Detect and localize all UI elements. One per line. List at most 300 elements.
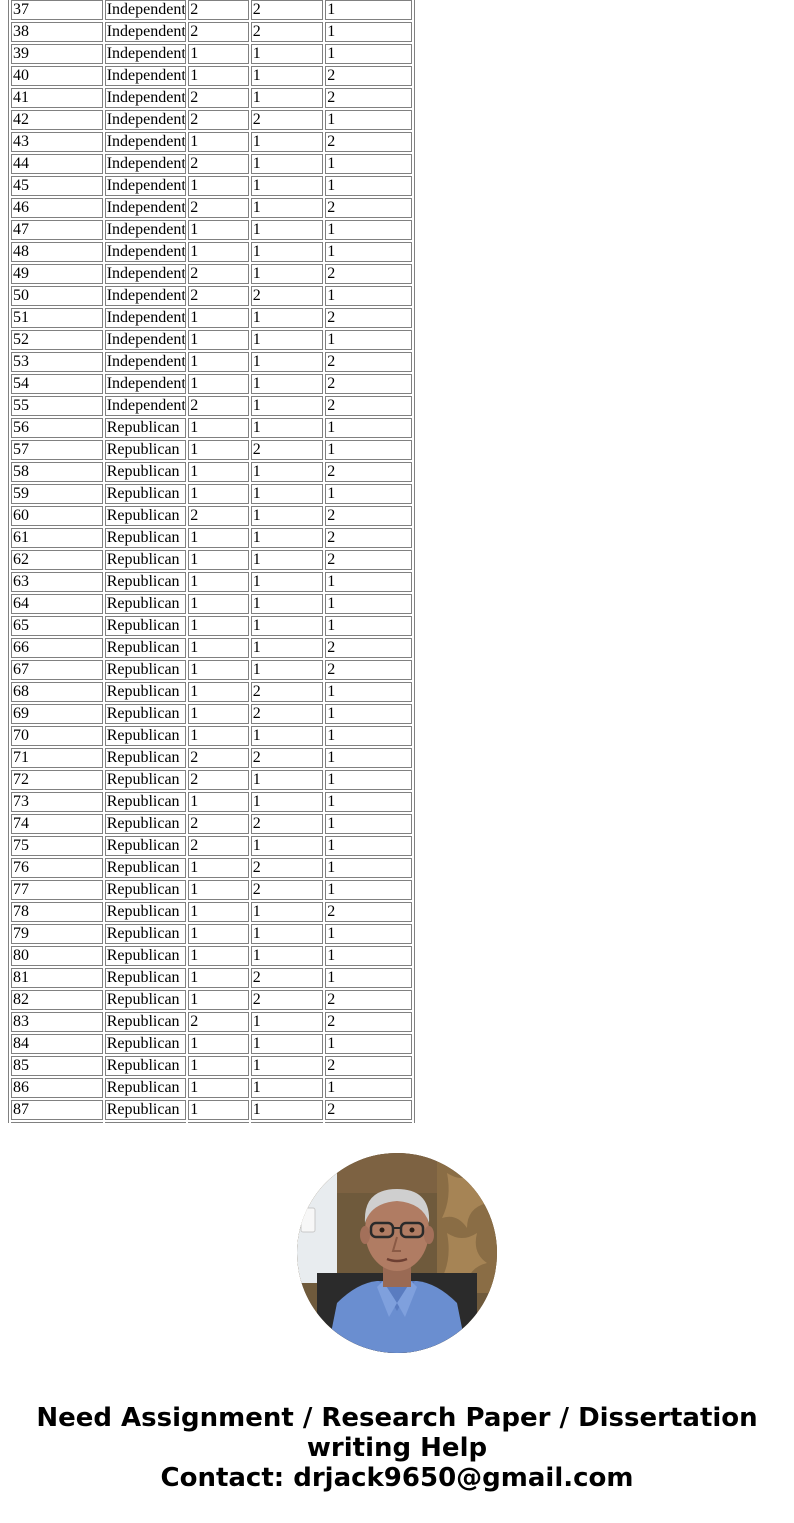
- table-cell: Republican: [105, 528, 187, 548]
- table-cell: 1: [188, 968, 248, 988]
- table-cell: 1: [188, 1078, 248, 1098]
- table-cell: Independent: [106, 243, 186, 260]
- table-cell: 1: [188, 308, 248, 328]
- table-cell: 2: [188, 836, 248, 856]
- table-row: [11, 704, 412, 724]
- table-row: [11, 66, 412, 86]
- table-cell: 1: [325, 572, 412, 592]
- table-cell: Republican: [105, 616, 187, 636]
- table-cell: 74: [11, 814, 103, 834]
- table-row: [11, 396, 412, 416]
- promo-banner: [0, 1403, 794, 1493]
- table-cell: 2: [188, 748, 248, 768]
- table-cell: 1: [251, 330, 324, 350]
- table-row: [11, 726, 412, 746]
- table-cell: 2: [325, 1012, 412, 1032]
- table-cell: 75: [11, 836, 103, 856]
- table-cell: 67: [11, 660, 103, 680]
- table-cell: 2: [251, 880, 324, 900]
- table-cell: 1: [251, 88, 324, 108]
- table-cell: 1: [325, 242, 412, 262]
- table-cell: 68: [11, 682, 103, 702]
- table-cell: Republican: [105, 638, 187, 658]
- table-row: [11, 352, 412, 372]
- table-cell: 1: [325, 836, 412, 856]
- table-cell: 66: [11, 638, 103, 658]
- table-cell: 2: [325, 1100, 412, 1120]
- table-cell: 1: [188, 484, 248, 504]
- table-cell: 2: [325, 506, 412, 526]
- table-cell: 77: [11, 880, 103, 900]
- table-cell: 1: [251, 1056, 324, 1076]
- table-cell: Republican: [105, 968, 187, 988]
- table-row: [11, 418, 412, 438]
- table-row: [11, 198, 412, 218]
- table-cell: 1: [188, 44, 248, 64]
- table-cell: 2: [188, 22, 248, 42]
- table-cell: 1: [251, 638, 324, 658]
- table-cell: 2: [325, 550, 412, 570]
- table-row: [11, 308, 412, 328]
- table-cell: 2: [251, 22, 324, 42]
- table-cell: 1: [251, 572, 324, 592]
- table-cell: [325, 1122, 412, 1123]
- table-cell: 1: [325, 616, 412, 636]
- table-cell: 1: [251, 396, 324, 416]
- table-row: [11, 814, 412, 834]
- table-cell: 1: [325, 770, 412, 790]
- table-cell: 1: [325, 792, 412, 812]
- table-cell: [11, 1122, 103, 1123]
- table-cell: 2: [325, 198, 412, 218]
- table-cell: 71: [11, 748, 103, 768]
- table-row: [11, 220, 412, 240]
- table-cell: Independent: [106, 45, 186, 62]
- table-row: [11, 264, 412, 284]
- table-cell: 1: [188, 858, 248, 878]
- table-cell: 1: [188, 946, 248, 966]
- table-cell: 1: [188, 1056, 248, 1076]
- table-cell: 2: [251, 748, 324, 768]
- table-cell: 1: [251, 792, 324, 812]
- table-cell: 1: [251, 726, 324, 746]
- table-row: [11, 594, 412, 614]
- table-cell: Independent: [106, 375, 186, 392]
- table-cell: 1: [251, 616, 324, 636]
- table-cell: 1: [325, 880, 412, 900]
- table-cell: 64: [11, 594, 103, 614]
- table-cell: 2: [188, 88, 248, 108]
- table-cell: 2: [325, 352, 412, 372]
- table-cell: 1: [251, 528, 324, 548]
- table-cell: Republican: [105, 1056, 187, 1076]
- table-cell: Republican: [105, 792, 187, 812]
- promo-line-1: Need Assignment / Research Paper / Dissertation: [36, 1403, 758, 1433]
- table-cell: 1: [325, 946, 412, 966]
- avatar: [297, 1153, 497, 1353]
- table-cell: 1: [251, 902, 324, 922]
- table-cell: 2: [188, 264, 248, 284]
- table-cell: 1: [325, 44, 412, 64]
- table-cell: 1: [188, 220, 248, 240]
- table-cell: 2: [188, 198, 248, 218]
- table-cell: 1: [251, 506, 324, 526]
- table-cell: Independent: [106, 23, 186, 40]
- table-cell: 69: [11, 704, 103, 724]
- table-row: [11, 770, 412, 790]
- table-cell: Republican: [105, 462, 187, 482]
- table-cell: Republican: [105, 418, 187, 438]
- table-cell: 1: [251, 660, 324, 680]
- table-cell: 2: [188, 110, 248, 130]
- table-cell: 1: [325, 1078, 412, 1098]
- table-row: [11, 176, 412, 196]
- table-row: [11, 792, 412, 812]
- table-cell: Republican: [105, 814, 187, 834]
- table-cell: 1: [188, 704, 248, 724]
- table-cell: 2: [251, 990, 324, 1010]
- table-cell: 1: [188, 374, 248, 394]
- table-cell: 1: [325, 594, 412, 614]
- table-cell: 58: [11, 462, 103, 482]
- table-cell: 1: [188, 924, 248, 944]
- table-cell: 1: [188, 880, 248, 900]
- table-row: [11, 154, 412, 174]
- table-row: [11, 902, 412, 922]
- table-cell: 1: [325, 814, 412, 834]
- table-cell: 78: [11, 902, 103, 922]
- table-row: [11, 1100, 412, 1120]
- table-row: [11, 990, 412, 1010]
- table-cell: 1: [251, 594, 324, 614]
- table-row: [11, 88, 412, 108]
- table-cell: 41: [11, 88, 103, 108]
- table-row: [11, 286, 412, 306]
- table-row: [11, 506, 412, 526]
- table-cell: 1: [251, 352, 324, 372]
- table-cell: 1: [325, 924, 412, 944]
- table-cell: Republican: [105, 1012, 187, 1032]
- table-cell: 2: [251, 0, 324, 20]
- table-cell: 1: [251, 264, 324, 284]
- table-cell: 1: [188, 176, 248, 196]
- table-cell: 72: [11, 770, 103, 790]
- table-row: [11, 880, 412, 900]
- table-row: [11, 0, 412, 20]
- table-cell: Independent: [106, 111, 186, 128]
- table-cell: 73: [11, 792, 103, 812]
- table-cell: 1: [251, 220, 324, 240]
- table-cell: 1: [325, 22, 412, 42]
- table-row: [11, 462, 412, 482]
- table-cell: 1: [251, 66, 324, 86]
- table-cell: 2: [325, 462, 412, 482]
- table-row: [11, 330, 412, 350]
- table-cell: 56: [11, 418, 103, 438]
- table-cell: 37: [11, 0, 103, 20]
- table-cell: Independent: [106, 265, 186, 282]
- table-cell: 2: [188, 154, 248, 174]
- table-cell: 1: [188, 418, 248, 438]
- table-cell: Republican: [105, 1078, 187, 1098]
- table-cell: 1: [188, 528, 248, 548]
- table-cell: 1: [325, 1034, 412, 1054]
- table-cell: 55: [11, 396, 103, 416]
- data-table: [8, 0, 415, 1123]
- table-cell: 2: [251, 858, 324, 878]
- table-cell: 2: [188, 506, 248, 526]
- table-cell: 1: [325, 0, 412, 20]
- table-cell: 1: [188, 638, 248, 658]
- table-cell: 49: [11, 264, 103, 284]
- table-cell: Republican: [105, 836, 187, 856]
- table-cell: 86: [11, 1078, 103, 1098]
- table-cell: 1: [325, 176, 412, 196]
- table-cell: Independent: [106, 1, 186, 18]
- table-cell: 1: [251, 484, 324, 504]
- table-row: [11, 660, 412, 680]
- table-cell: 2: [325, 66, 412, 86]
- table-cell: 79: [11, 924, 103, 944]
- table-cell: 46: [11, 198, 103, 218]
- table-cell: 1: [325, 286, 412, 306]
- table-cell: 1: [251, 308, 324, 328]
- data-table-body: [11, 0, 412, 1123]
- table-cell: Independent: [106, 67, 186, 84]
- table-cell: 1: [188, 440, 248, 460]
- table-cell: 1: [188, 792, 248, 812]
- table-cell: 44: [11, 154, 103, 174]
- table-row: [11, 1034, 412, 1054]
- table-cell: 1: [251, 1012, 324, 1032]
- table-cell: 53: [11, 352, 103, 372]
- table-cell: [105, 1122, 187, 1123]
- table-cell: 1: [188, 572, 248, 592]
- table-cell: 1: [325, 682, 412, 702]
- table-cell: 1: [188, 616, 248, 636]
- table-cell: 2: [325, 396, 412, 416]
- table-cell: Independent: [106, 331, 186, 348]
- table-cell: 1: [251, 242, 324, 262]
- table-row: [11, 682, 412, 702]
- table-cell: 81: [11, 968, 103, 988]
- table-cell: 2: [251, 814, 324, 834]
- table-cell: Republican: [105, 506, 187, 526]
- table-cell: 2: [188, 396, 248, 416]
- table-cell: 2: [251, 286, 324, 306]
- table-cell: 1: [251, 198, 324, 218]
- table-cell: 1: [251, 924, 324, 944]
- table-cell: 47: [11, 220, 103, 240]
- table-cell: 1: [188, 550, 248, 570]
- table-cell: 1: [325, 220, 412, 240]
- table-cell: 1: [188, 682, 248, 702]
- table-cell: 1: [188, 990, 248, 1010]
- table-cell: 1: [188, 242, 248, 262]
- table-cell: Republican: [105, 770, 187, 790]
- table-cell: Republican: [105, 660, 187, 680]
- table-cell: 87: [11, 1100, 103, 1120]
- table-cell: 1: [188, 726, 248, 746]
- table-row: [11, 638, 412, 658]
- table-cell: 62: [11, 550, 103, 570]
- table-cell: Independent: [106, 133, 186, 150]
- table-cell: Republican: [105, 858, 187, 878]
- table-cell: 48: [11, 242, 103, 262]
- table-cell: 1: [325, 154, 412, 174]
- table-cell: Republican: [105, 946, 187, 966]
- table-cell: 2: [325, 990, 412, 1010]
- table-cell: 1: [188, 132, 248, 152]
- table-cell: 1: [188, 902, 248, 922]
- table-cell: 1: [325, 704, 412, 724]
- table-cell: Independent: [106, 353, 186, 370]
- table-cell: 2: [251, 682, 324, 702]
- table-cell: 2: [188, 1012, 248, 1032]
- table-cell: 1: [325, 726, 412, 746]
- table-row: [11, 968, 412, 988]
- table-cell: Independent: [106, 155, 186, 172]
- table-cell: 1: [188, 594, 248, 614]
- table-cell: 1: [251, 946, 324, 966]
- table-cell: 2: [188, 814, 248, 834]
- table-row: [11, 242, 412, 262]
- table-cell: Republican: [105, 550, 187, 570]
- table-cell: Republican: [105, 484, 187, 504]
- table-cell: Republican: [105, 1100, 187, 1120]
- table-cell: Republican: [105, 682, 187, 702]
- table-cell: 2: [188, 286, 248, 306]
- table-cell: 1: [251, 550, 324, 570]
- table-row: [11, 550, 412, 570]
- table-cell: 1: [251, 770, 324, 790]
- table-row: [11, 1122, 412, 1123]
- table-cell: 1: [325, 748, 412, 768]
- table-cell: 40: [11, 66, 103, 86]
- table-cell: 2: [325, 264, 412, 284]
- table-cell: 2: [325, 1056, 412, 1076]
- data-table-container: [8, 0, 415, 1123]
- table-cell: 43: [11, 132, 103, 152]
- table-cell: 51: [11, 308, 103, 328]
- table-cell: 39: [11, 44, 103, 64]
- table-cell: 45: [11, 176, 103, 196]
- table-cell: 1: [251, 1078, 324, 1098]
- table-row: [11, 440, 412, 460]
- promo-line-2: writing Help: [306, 1433, 488, 1463]
- table-cell: 38: [11, 22, 103, 42]
- table-cell: 1: [325, 484, 412, 504]
- table-row: [11, 1056, 412, 1076]
- table-cell: 1: [251, 132, 324, 152]
- table-cell: 57: [11, 440, 103, 460]
- table-cell: 1: [251, 836, 324, 856]
- table-cell: [188, 1122, 248, 1123]
- table-cell: 2: [325, 638, 412, 658]
- table-row: [11, 836, 412, 856]
- table-cell: 63: [11, 572, 103, 592]
- table-cell: 2: [325, 374, 412, 394]
- table-cell: 1: [188, 1034, 248, 1054]
- table-row: [11, 946, 412, 966]
- table-cell: 1: [188, 462, 248, 482]
- table-cell: 2: [325, 528, 412, 548]
- table-cell: Republican: [105, 880, 187, 900]
- table-cell: [251, 1122, 324, 1123]
- table-cell: Independent: [106, 199, 186, 216]
- promo-contact: Contact: drjack9650@gmail.com: [160, 1463, 634, 1493]
- table-row: [11, 22, 412, 42]
- table-cell: 42: [11, 110, 103, 130]
- table-cell: 52: [11, 330, 103, 350]
- table-cell: 84: [11, 1034, 103, 1054]
- table-cell: 1: [251, 1100, 324, 1120]
- table-cell: 2: [251, 968, 324, 988]
- table-cell: Republican: [105, 748, 187, 768]
- table-cell: 1: [188, 352, 248, 372]
- table-cell: 2: [325, 308, 412, 328]
- table-cell: 1: [188, 66, 248, 86]
- table-cell: 1: [251, 176, 324, 196]
- table-cell: 2: [251, 704, 324, 724]
- table-cell: 1: [188, 660, 248, 680]
- table-cell: 70: [11, 726, 103, 746]
- table-cell: Independent: [106, 89, 186, 106]
- table-cell: Independent: [106, 177, 186, 194]
- table-row: [11, 1078, 412, 1098]
- table-row: [11, 748, 412, 768]
- table-cell: 2: [325, 660, 412, 680]
- table-cell: Republican: [105, 990, 187, 1010]
- table-cell: 1: [188, 1100, 248, 1120]
- table-cell: 1: [251, 1034, 324, 1054]
- table-cell: 60: [11, 506, 103, 526]
- table-cell: Independent: [106, 287, 186, 304]
- table-cell: 2: [325, 88, 412, 108]
- table-cell: 1: [251, 154, 324, 174]
- table-cell: 1: [188, 330, 248, 350]
- table-row: [11, 528, 412, 548]
- table-cell: 50: [11, 286, 103, 306]
- table-cell: Republican: [105, 572, 187, 592]
- table-cell: 65: [11, 616, 103, 636]
- table-cell: 1: [325, 968, 412, 988]
- table-cell: 59: [11, 484, 103, 504]
- table-row: [11, 858, 412, 878]
- table-cell: 2: [188, 0, 248, 20]
- table-cell: 1: [251, 418, 324, 438]
- table-cell: Republican: [105, 440, 187, 460]
- table-cell: Republican: [105, 726, 187, 746]
- table-cell: 1: [251, 374, 324, 394]
- table-cell: Republican: [105, 704, 187, 724]
- table-cell: 83: [11, 1012, 103, 1032]
- table-row: [11, 484, 412, 504]
- table-row: [11, 924, 412, 944]
- table-row: [11, 616, 412, 636]
- table-cell: 1: [325, 858, 412, 878]
- table-cell: 2: [325, 132, 412, 152]
- table-cell: 80: [11, 946, 103, 966]
- table-cell: 2: [325, 902, 412, 922]
- table-cell: 1: [325, 110, 412, 130]
- table-cell: Republican: [105, 594, 187, 614]
- table-row: [11, 44, 412, 64]
- table-cell: 54: [11, 374, 103, 394]
- table-row: [11, 572, 412, 592]
- table-cell: 2: [251, 110, 324, 130]
- table-cell: 1: [325, 330, 412, 350]
